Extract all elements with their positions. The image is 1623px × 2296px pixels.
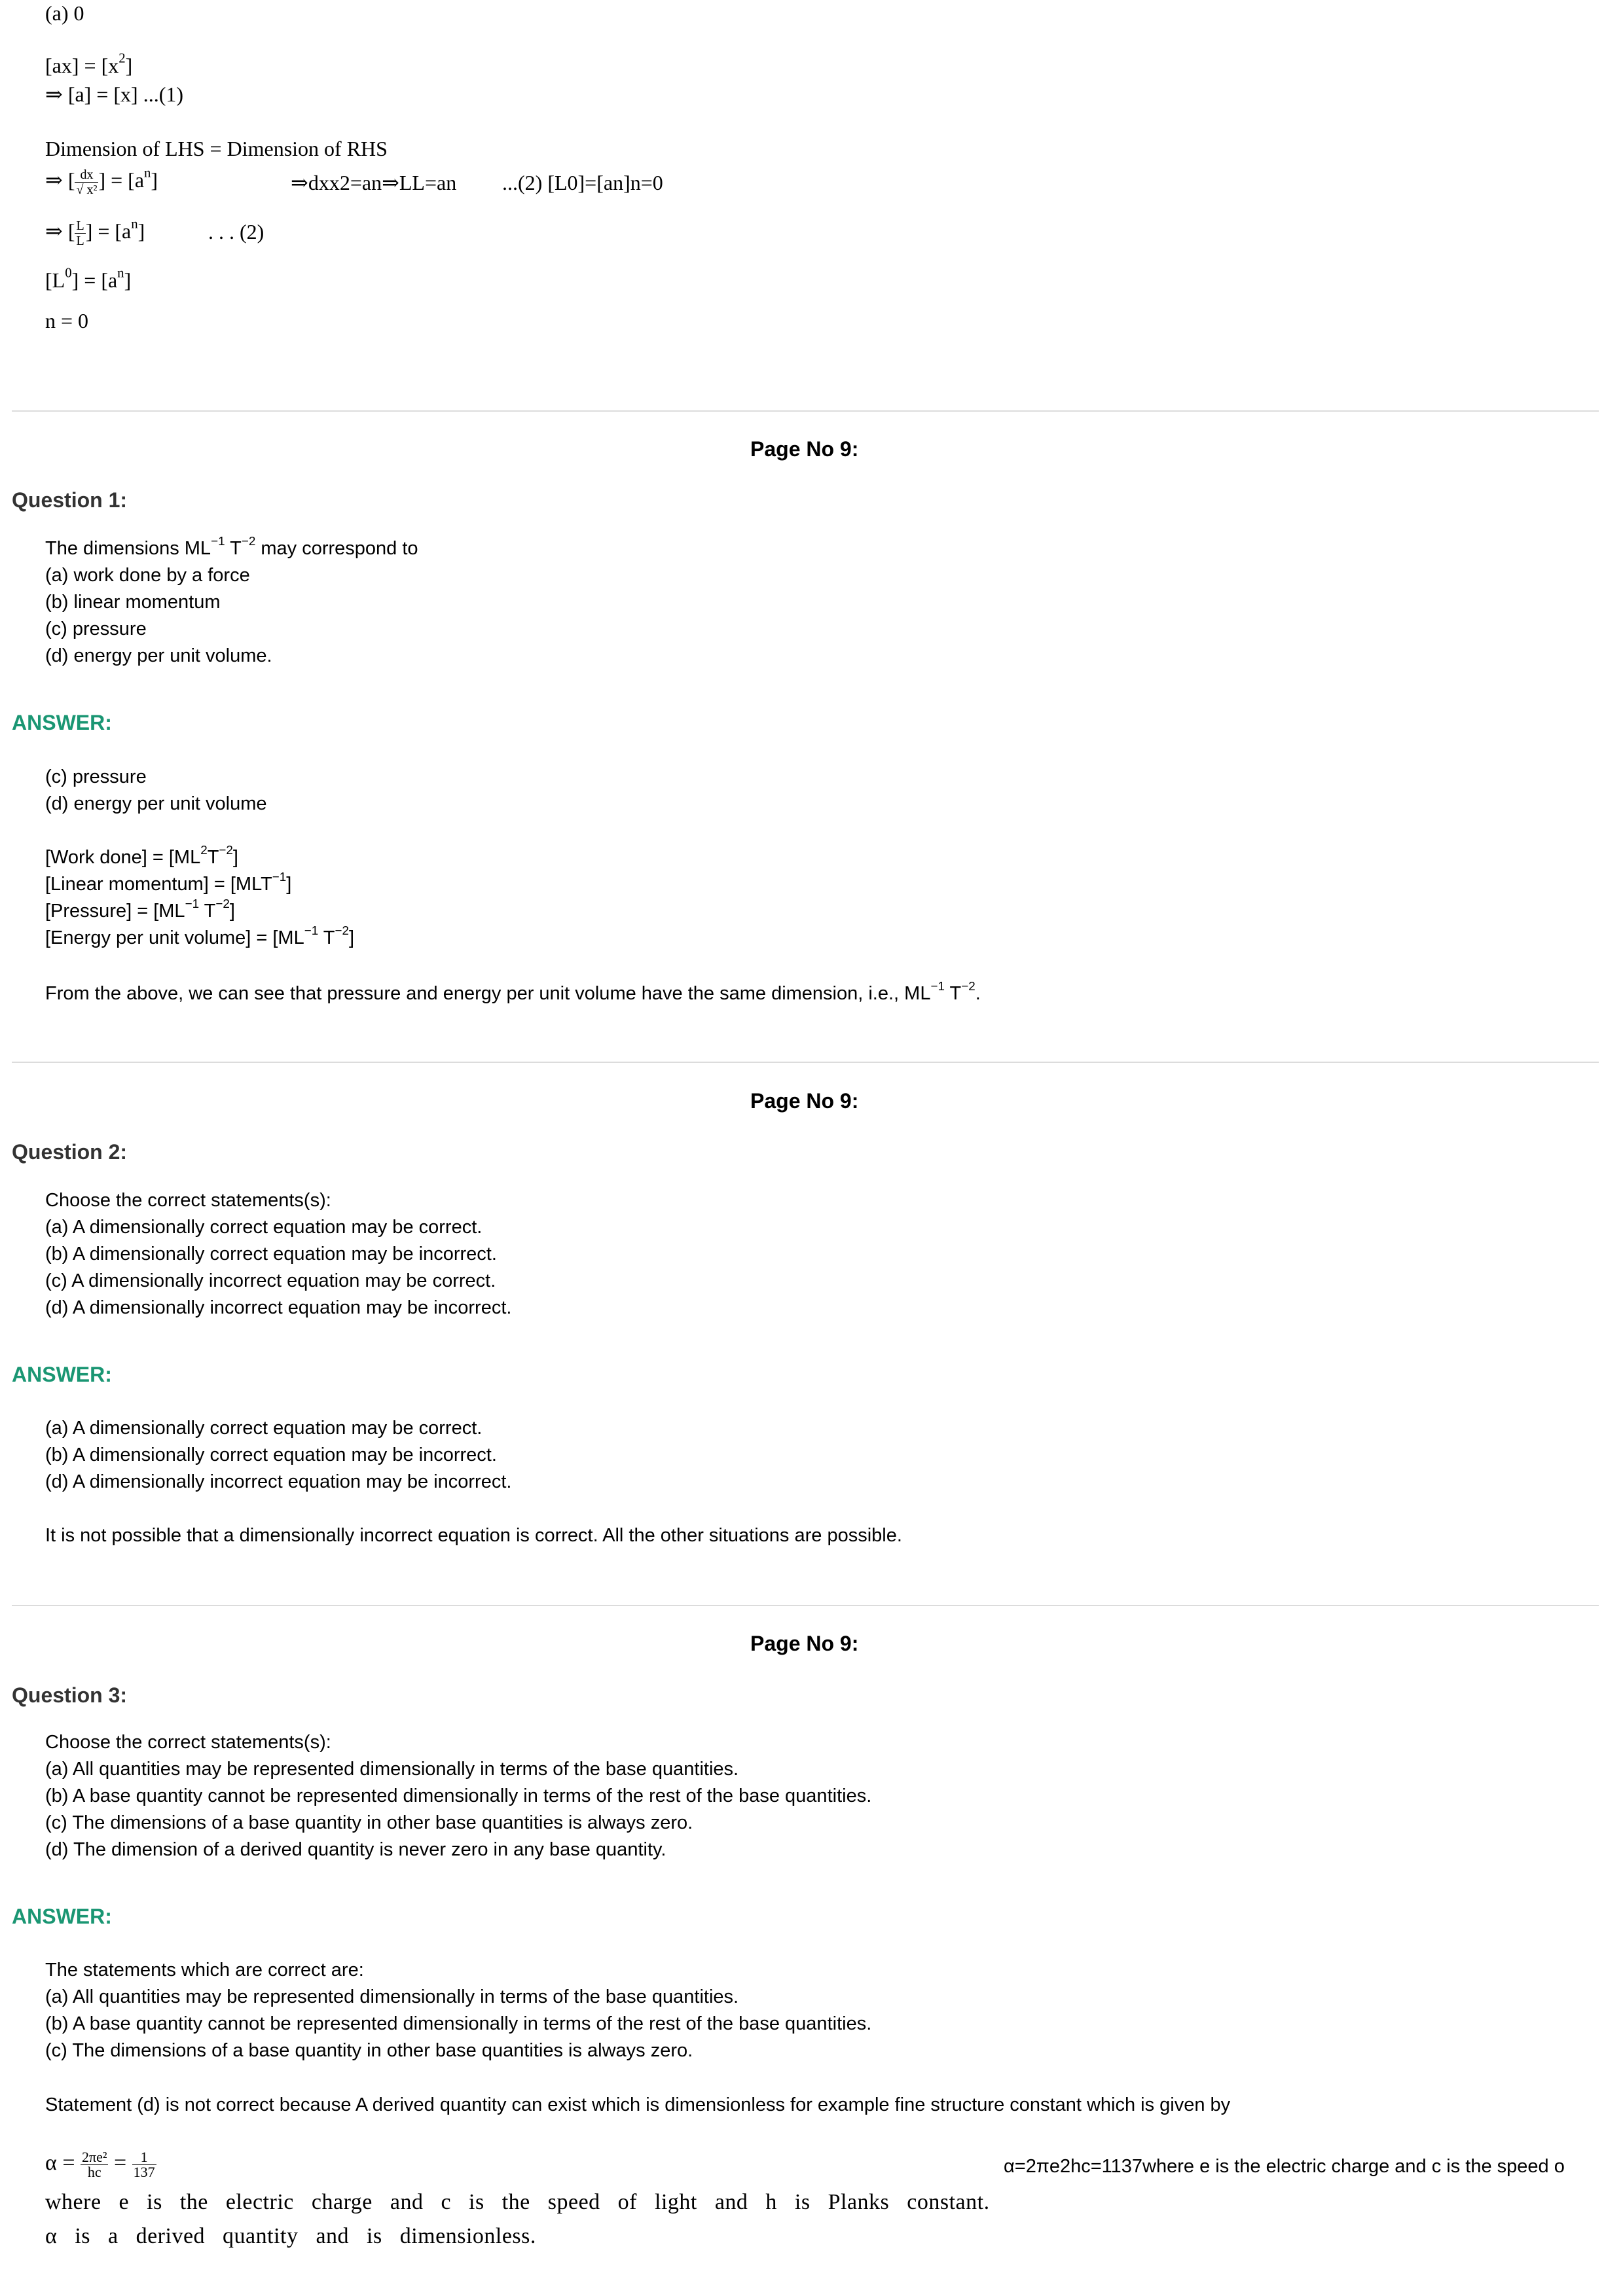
eq-tail-text: ...(2) [L0]=[an]n=0 [502, 171, 663, 194]
answer-line: (b) A dimensionally correct equation may be incorrect. [45, 1444, 497, 1465]
answer-line: (c) The dimensions of a base quantity in other base quantities is always zero. [45, 2040, 693, 2061]
answer-line: (b) A base quantity cannot be represented dimensionally in terms of the rest of the base quantities. [45, 2013, 872, 2034]
option-b: (b) A base quantity cannot be represented dimensionally in terms of the rest of the base quantities. [45, 1785, 872, 1806]
page-number: Page No 9: [750, 1089, 859, 1113]
answer-line: (d) A dimensionally incorrect equation may be incorrect. [45, 1471, 512, 1492]
statement-d-text: Statement (d) is not correct because A derived quantity can exist which is dimensionless for example fine structure constant which is given by [45, 2094, 1231, 2115]
page-number: Page No 9: [750, 437, 859, 461]
answer-label: ANSWER: [12, 1363, 112, 1386]
question-stem: Choose the correct statements(s): [45, 1732, 331, 1753]
where-text: where e is the electric charge and c is the speed of light and h is Planks constant. [45, 2190, 990, 2214]
page-number: Page No 9: [750, 1632, 859, 1655]
question-heading: Question 2: [12, 1140, 128, 1164]
question-stem: The dimensions $ML^{-1}$ $T^{-2}$ may correspond to [45, 533, 418, 559]
dimension-pressure: [Pressure] = [$ML^{-1}$ $T^{-2}$] [45, 896, 235, 922]
question-stem: Choose the correct statements(s): [45, 1190, 331, 1211]
eq-ref-2: . . . (2) [208, 220, 264, 243]
alpha-formula: α = $\frac{\text{2πe²}}{hc}$ = $\frac{1}{137}$ [45, 2148, 155, 2180]
question-heading: Question 3: [12, 1683, 128, 1707]
alpha-alt-text: α=2πe2hc=1137where e is the electric charge and c is the speed o [1004, 2156, 1565, 2177]
conclusion-text: From the above, we can see that pressure and energy per unit volume have the same dimension, i.e., $ML^{-1}$ $T^{-2}$. [45, 978, 981, 1004]
option-c: (c) A dimensionally incorrect equation may be correct. [45, 1270, 496, 1291]
eq-n-zero: n = 0 [45, 309, 89, 332]
section-divider [12, 1062, 1599, 1063]
option-c: (c) pressure [45, 619, 147, 639]
answer-line: (a) A dimensionally correct equation may be correct. [45, 1418, 483, 1439]
dimension-work-done: [Work done] = $[ML^2T^{-2}]$ [45, 842, 238, 868]
section-divider [12, 410, 1599, 412]
answer-label: ANSWER: [12, 1905, 112, 1928]
question-heading: Question 1: [12, 488, 128, 512]
eq-dx-fraction: ⇒ [ $\frac{dx}{\text{√ x²}}$ ] = $[a^n]$ [45, 165, 158, 198]
section-divider [12, 1605, 1599, 1606]
lhs-rhs-text: Dimension of LHS = Dimension of RHS [45, 137, 388, 160]
eq-l-fraction: ⇒ [ $\frac{L}{L}$ ] = $[a^n]$ [45, 216, 145, 249]
eq-ax-x2: $[ax] = [x^2]$ [45, 50, 133, 77]
dimension-linear-momentum: [Linear momentum] = $[MLT^{-1}]$ [45, 869, 292, 895]
answer-line: (a) All quantities may be represented dimensionally in terms of the base quantities. [45, 1986, 739, 2007]
eq-alt-text: ⇒dxx2=an⇒LL=an [291, 171, 457, 194]
answer-label: ANSWER: [12, 711, 112, 734]
explanation-text: It is not possible that a dimensionally incorrect equation is correct. All the other situations are possible. [45, 1525, 902, 1546]
answer-line: (d) energy per unit volume [45, 793, 267, 814]
dimension-energy-per-volume: [Energy per unit volume] = [$ML^{-1}$ $T^{-2}$] [45, 923, 355, 948]
eq-a-x: ⇒ [a] = [x] ...(1) [45, 82, 183, 106]
option-a: (a) work done by a force [45, 565, 250, 586]
option-d: (d) The dimension of a derived quantity is never zero in any base quantity. [45, 1839, 666, 1860]
eq-l0-an: $[L^0] = [a^n]$ [45, 265, 132, 292]
option-b: (b) linear momentum [45, 592, 221, 613]
answer-intro: The statements which are correct are: [45, 1960, 364, 1981]
answer-line: (c) pressure [45, 766, 147, 787]
derived-quantity-text: α is a derived quantity and is dimensionless. [45, 2224, 536, 2248]
option-a: (a) A dimensionally correct equation may be correct. [45, 1217, 483, 1238]
prev-option-a: (a) 0 [45, 1, 84, 25]
option-c: (c) The dimensions of a base quantity in other base quantities is always zero. [45, 1812, 693, 1833]
option-d: (d) energy per unit volume. [45, 645, 272, 666]
option-a: (a) All quantities may be represented dimensionally in terms of the base quantities. [45, 1759, 739, 1780]
option-d: (d) A dimensionally incorrect equation may be incorrect. [45, 1297, 512, 1318]
option-b: (b) A dimensionally correct equation may be incorrect. [45, 1244, 497, 1265]
